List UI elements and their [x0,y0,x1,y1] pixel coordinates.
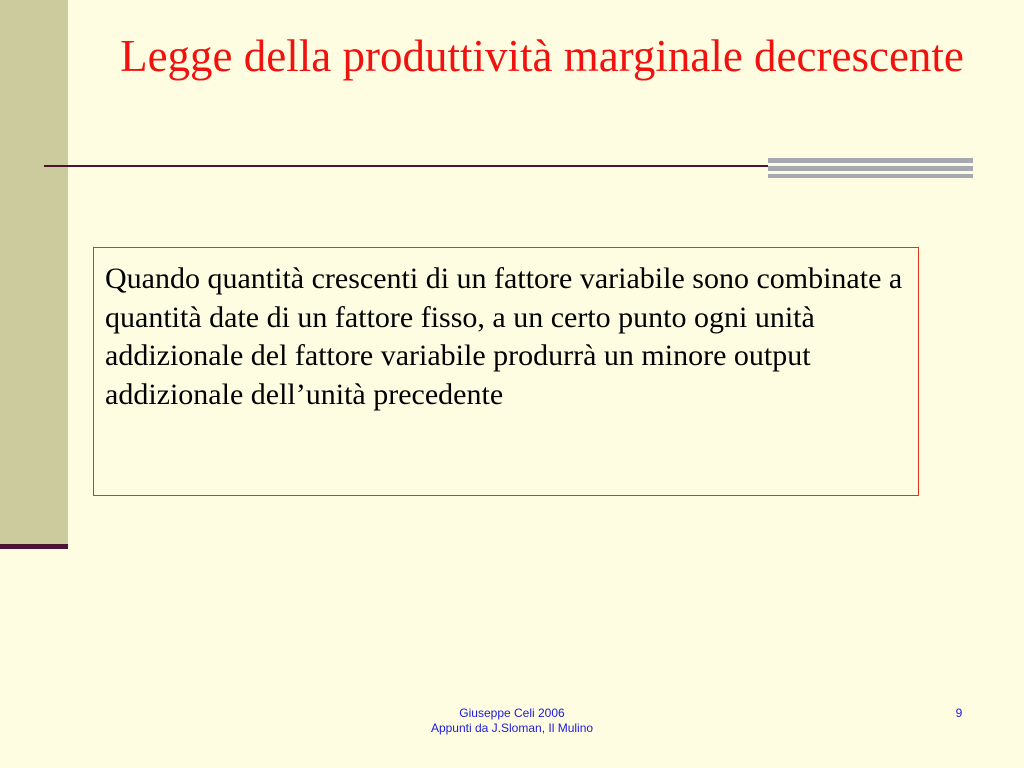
page-number: 9 [955,706,963,720]
definition-text: Quando quantità crescenti di un fattore variabile sono combinate a quantità date di un fattore fisso, a un certo punto ogni unità addizionale del fattore variabile produrrà un minore output addizionale dell’unità precedente [105,262,903,411]
footer-credit [0,706,1024,736]
footer-author: Giuseppe Celi 2006 [459,706,565,720]
side-decoration-bar [0,0,68,545]
definition-box [93,247,919,496]
side-decoration-accent [0,544,68,549]
footer-source: Appunti da J.Sloman, Il Mulino [430,721,594,735]
title-divider-accent [768,158,973,178]
slide-title: Legge della produttività marginale decrescente [120,31,964,81]
title-divider [44,165,769,167]
